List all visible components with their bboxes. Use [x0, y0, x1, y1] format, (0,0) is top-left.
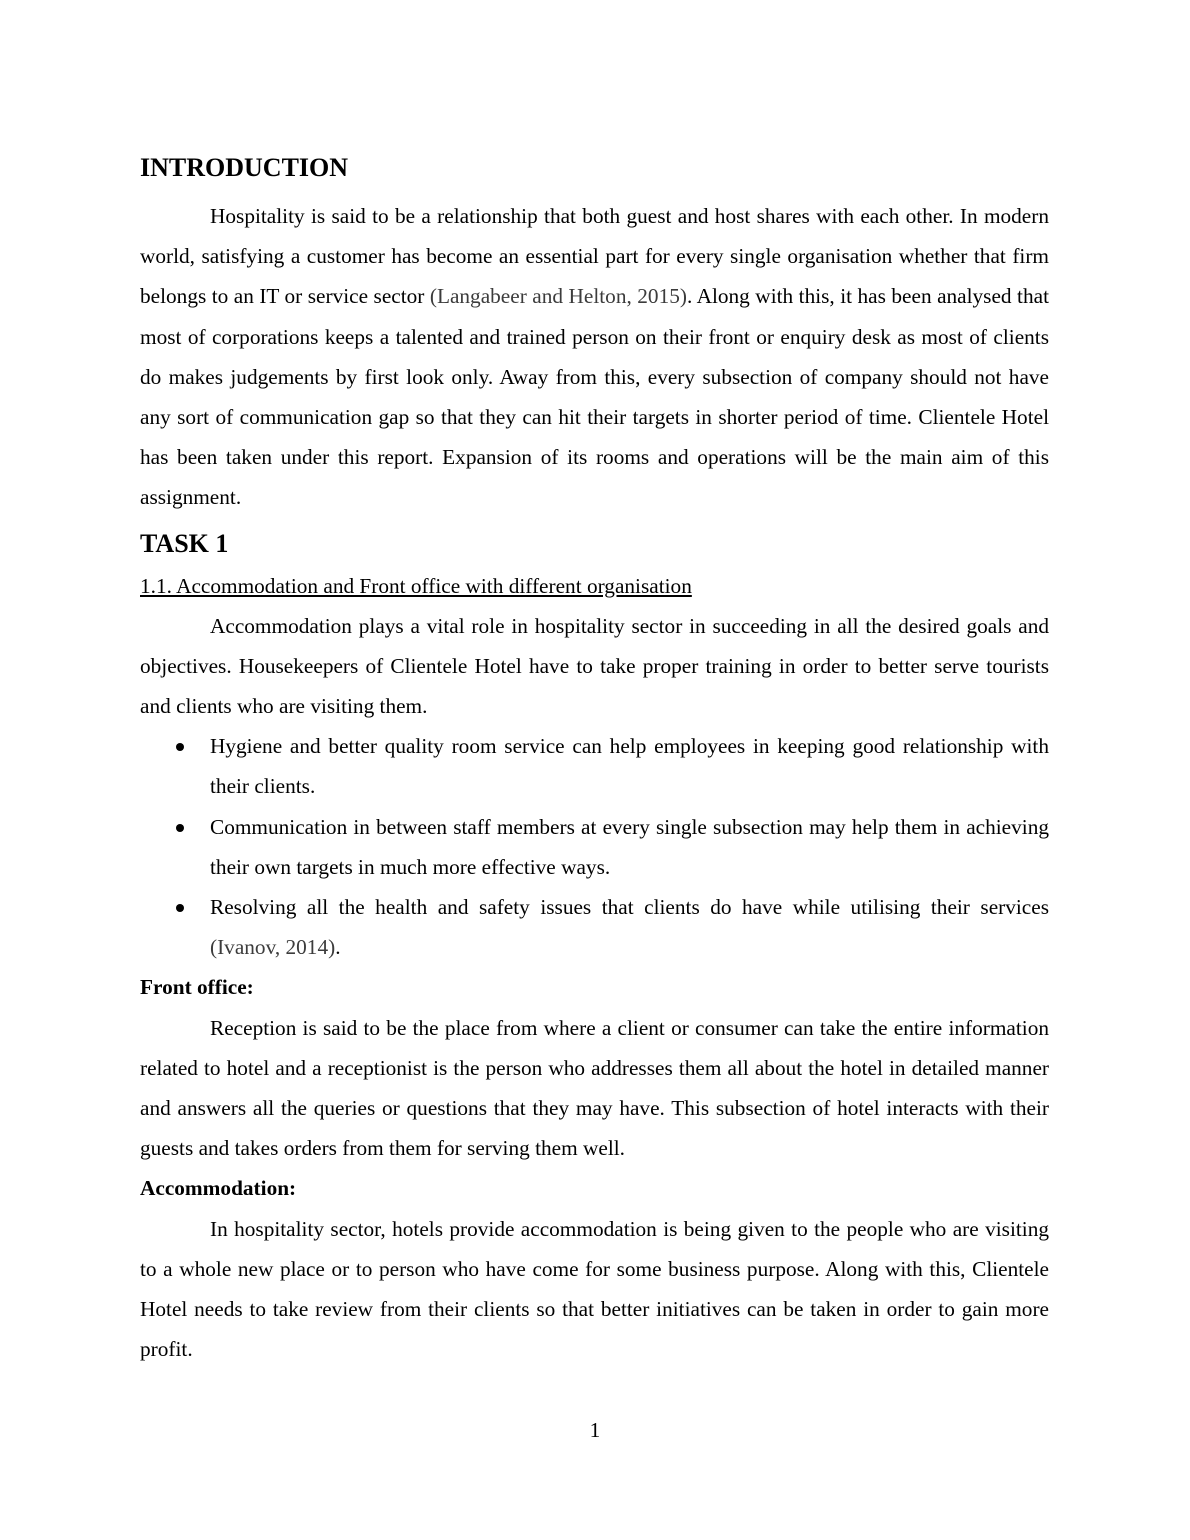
page-number: 1 — [589, 1418, 601, 1442]
intro-text-a: Hospitality is said to be a relationship that both guest and host shares with each other. In modern world, satisfying a customer has become an essential part for every single organisation whether that firm belongs to an IT or service sector — [140, 204, 1049, 309]
task1-heading: TASK 1 — [140, 528, 229, 558]
front-office-paragraph: Reception is said to be the place from where a client or consumer can take the entire information related to hotel and a receptionist is the person who addresses them all about the hotel in detailed manner and answers all the queries or questions that they may have. This subsection of hotel interacts with their guests and takes orders from them for serving them well. — [140, 1015, 1049, 1161]
list-item — [140, 726, 1049, 806]
bullet-citation: (Ivanov, 2014) — [210, 935, 336, 960]
task1-subheading: 1.1. Accommodation and Front office with different organisation — [140, 573, 692, 598]
list-item-text: Hygiene and better quality room service can help employees in keeping good relationship with their clients. — [210, 734, 1049, 799]
accommodation-paragraph: In hospitality sector, hotels provide accommodation is being given to the people who are visiting to a whole new place or to person who have come for some business purpose. Along with this, Clientele Hotel needs to take review from their clients so that better initiatives can be taken in order to gain more profit. — [140, 1216, 1049, 1362]
intro-text-b: . Along with this, it has been analysed that most of corporations keeps a talented and trained person on their front or enquiry desk as most of clients do makes judgements by first look only. Away from this, every subsection of company should not have any sort of communication gap so that they can hit their targets in shorter period of time. Clientele Hotel has been taken under this report. Expansion of its rooms and operations will be the main aim of this assignment. — [140, 284, 1049, 510]
list-item-text: Communication in between staff members at every single subsection may help them in achieving their own targets in much more effective ways. — [210, 814, 1049, 879]
bullet-icon — [176, 904, 184, 912]
introduction-paragraph — [140, 196, 1049, 518]
task1-paragraph: Accommodation plays a vital role in hospitality sector in succeeding in all the desired goals and objectives. Housekeepers of Clientele Hotel have to take proper training in order to better serve tourists and clients who are visiting them. — [140, 613, 1049, 719]
bullet-icon — [176, 743, 184, 751]
front-office-label: Front office: — [140, 975, 254, 1000]
bullet-icon — [176, 824, 184, 832]
accommodation-label: Accommodation: — [140, 1176, 297, 1201]
list-item-text: Resolving all the health and safety issues that clients do have while utilising their services — [210, 895, 1049, 920]
list-item — [140, 807, 1049, 887]
document-page — [140, 148, 1049, 1369]
list-item-text-end: . — [335, 935, 341, 960]
list-item — [140, 887, 1049, 967]
intro-citation: (Langabeer and Helton, 2015) — [429, 284, 687, 309]
introduction-heading: INTRODUCTION — [140, 153, 349, 182]
task1-bullet-list — [140, 726, 1049, 967]
